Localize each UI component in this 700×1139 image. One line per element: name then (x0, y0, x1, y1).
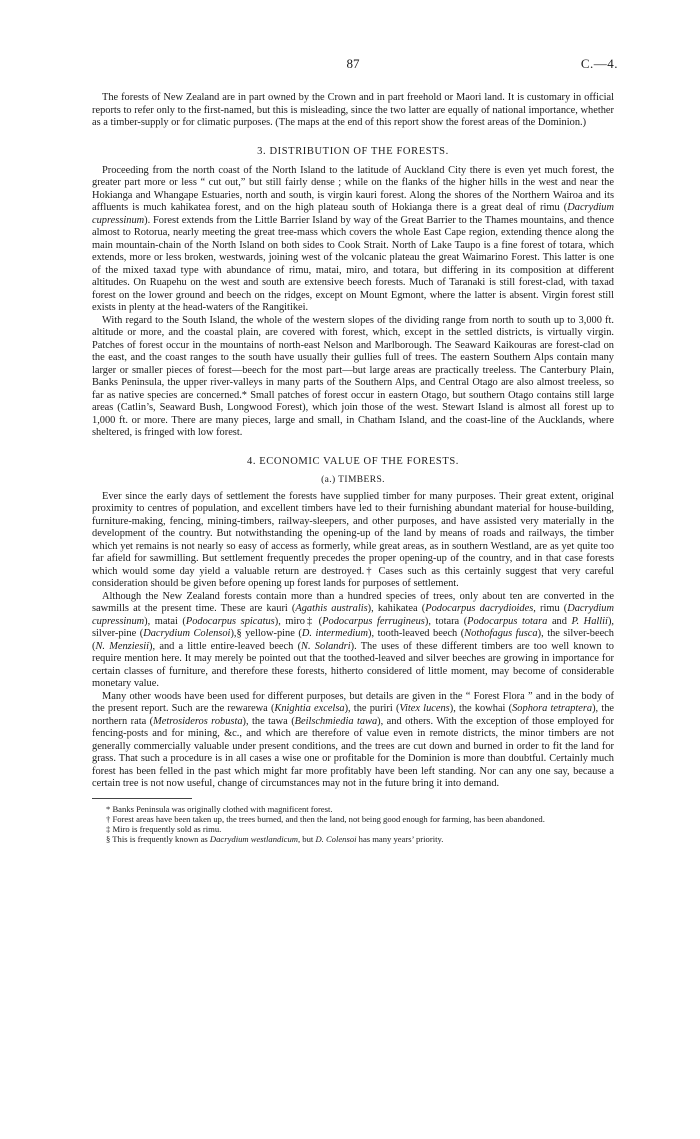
text-run: and (547, 615, 572, 627)
text-run: ). Forest extends from the Little Barrier Island by way of the Great Barrier to the Thames mountains, and thence almost to Rotorua, nearly meeting the great tree-mass which covers the whole East Cape region, extending thence along the main mountain-chain of the North Island on both sides to Cook Strait. North of Lake Taupo is a fine forest of totara, which extends, more or less broken, westwards, joining west of the volcanic plateau the great Waimarino Forest. This latter is one of the mixed taxad type with abundance of rimu, matai, miro, and totara, but differing in its composition at different altitudes. On Ruapehu on the west and south are extensive beech forests. Much of Taranaki is still forest-clad, with taxad forest on the lower ground and beech on the ridges, except on Mount Egmont, where the latter is absent. Virgin forest still exists in plenty at the head-waters of the Rangitikei. (92, 214, 614, 313)
page-number: 87 (346, 56, 360, 71)
section-heading-distribution: 3. DISTRIBUTION OF THE FORESTS. (257, 145, 449, 157)
footnote-divider (92, 798, 192, 799)
species-name: Dacrydium cupressinum (92, 202, 614, 226)
species-name: Vitex lucens (399, 703, 450, 714)
species-name: Podocarpus spicatus (185, 615, 275, 627)
subsection-heading-timbers: (a.) TIMBERS. (321, 474, 385, 485)
distribution-paragraph-south-island: With regard to the South Island, the whole of the western slopes of the dividing range from north to south up to 3,000 ft. altitude or more, and the coastal plain, are covered with forest, which, except in the settled districts, is virtually virgin. Patches of forest occur in the mountains of north-east Nelson and Marlborough. The Seaward Kaikouras are forest-clad on the east, and the coast ranges to the south have usually their gullies full of trees. The eastern Southern Alps contain many larger or smaller pieces of forest—beech for the most part—but large areas are practically treeless. The Canterbury Plain, Banks Peninsula, the upper river-valleys in many parts of the Southern Alps, and Central Otago are also almost treeless, so far as native species are concerned.* Small patches of forest occur in eastern Otago, but southern Otago contains still large areas (Catlin’s, Seaward Bush, Longwood Forest), which join those of the west. Stewart Island is almost all forest up to 1,000 ft. or more. There are many pieces, large and small, in Chatham Island, and the coast-line of the Aucklands, where sheltered, is fringed with low forest. (92, 314, 614, 438)
species-name: N. Solandri (301, 640, 351, 652)
footnote-asterisk: * Banks Peninsula was originally clothed with magnificent forest. (106, 803, 333, 814)
text-run: ),§ yellow-pine ( (230, 628, 302, 639)
footnote-dagger: † Forest areas have been taken up, the trees burned, and then the land, not being good enough for farming, has been abandoned. (106, 813, 545, 824)
species-name: Sophora tetraptera (512, 703, 593, 714)
timbers-paragraph-3 (92, 691, 614, 791)
document-page (92, 56, 618, 845)
species-name: Podocarpus totara (467, 615, 548, 627)
text-run: ), and a little entire-leaved beech ( (149, 640, 302, 652)
text-run: , but (298, 834, 316, 845)
text-run: Proceeding from the north coast of the North Island to the latitude of Auckland City there is even yet much forest, the greater part more or less “ cut out,” but still fairly dense ; while on the flanks of the higher hills in the west and near the Hokianga and Whangape Estuaries, north and south, is virgin kauri forest. Along the shores of the Northern Wairoa and its affluents is much kahikatea forest, and on the high plateau south of Hokianga there is a great deal of rimu ( (92, 164, 614, 213)
species-name: Nothofagus fusca (464, 628, 538, 639)
species-name: Beilschmiedia tawa (294, 715, 378, 727)
species-name: P. Hallii (571, 615, 608, 627)
text-run: ), miro‡ ( (274, 615, 323, 627)
text-run: ), kahikatea ( (367, 603, 426, 614)
species-name: D. Colensoi (315, 834, 357, 845)
text-run: ), the tawa ( (242, 715, 295, 727)
species-name: Dacrydium westlandicum (209, 834, 298, 845)
text-run: Many other woods have been used for different purposes, but details are given in the “ Forest Flora ” and in the body of the present report. Such are the rewarewa ( (92, 690, 614, 714)
timbers-paragraph-2 (92, 591, 614, 691)
species-name: Agathis australis (295, 603, 368, 614)
document-reference: C.—4. (580, 56, 618, 71)
species-name: Podocarpus dacrydioides (425, 603, 534, 614)
species-name: Dacrydium Colensoi (143, 628, 231, 639)
species-name: Podocarpus ferrugineus (322, 615, 425, 627)
text-run: ), totara ( (424, 615, 468, 627)
text-run: ), and others. With the exception of those employed for fencing-posts and for mining, &c., and which are therefore of value even in remote districts, the minor timbers are not generally commercially valuable under present conditions, and the trees are cut down and burned in order to fit the land for grass. That such a procedure is in all cases a wise one or profitable for the Dominion is more than doubtful. Certainly much forest has been felled in the past which might far more profitably have been left standing. Nor can any one say, because a certain tree is not now useful, change of circumstances may not in the future bring it into demand. (92, 715, 615, 789)
text-run: ), the silver-beech ( (92, 628, 614, 652)
text-run: ), the kowhai ( (449, 703, 513, 714)
text-run: Although the New Zealand forests contain more than a hundred species of trees, only about ten are converted in the sawmills at the present time. These are kauri ( (92, 590, 614, 614)
text-run: ), silver-pine ( (92, 615, 614, 639)
text-run: , rimu ( (533, 603, 568, 614)
footnote-double-dagger: ‡ Miro is frequently sold as rimu. (106, 823, 222, 834)
text-run: ). The uses of these different timbers are too well known to require mention here. It may merely be pointed out that the toothed-leaved and silver beeches are growing in importance for certain classes of furniture, and therefore these forests, hitherto considered of little moment, may become of considerable monetary value. (92, 640, 615, 689)
running-head (92, 56, 618, 78)
distribution-paragraph-north-island (92, 165, 614, 315)
footnote-section-sign (92, 834, 614, 844)
species-name: D. intermedium (301, 628, 368, 639)
text-run: ), tooth-leaved beech ( (367, 628, 465, 639)
timbers-paragraph-1: Ever since the early days of settlement the forests have supplied timber for many purposes. Their great extent, original proximity to centres of population, and excellent timbers have led to their furnishing abundant material for house-building, furniture-making, fencing, mining-timbers, railway-sleepers, and other purposes, and have assisted very materially in the development of the country. But notwithstanding the opening-up of the land by means of roads and railways, the timber which yet remains is not nearly so easy of access as formerly, while great areas, as in southern Westland, are as yet quite too far afield for sawmilling. But settlement frequently precedes the proper opening-up of the country, and in that case forests which would some day yield a valuable return are destroyed.† Cases such as this certainly suggest that very careful consideration should be given before opening up forest lands for purposes of settlement. (92, 490, 614, 589)
species-name: Knightia excelsa (274, 703, 345, 714)
text-run: has many years’ priority. (356, 834, 444, 845)
species-name: N. Menziesii (95, 640, 150, 652)
species-name: Dacrydium cupressinum (92, 603, 614, 627)
intro-paragraph: The forests of New Zealand are in part owned by the Crown and in part freehold or Maori land. It is customary in official reports to refer only to the first-named, but this is misleading, since the two latter are equally of national importance, whether as a timber-supply or for climatic purposes. (The maps at the end of this report show the forest areas of the Dominion.) (92, 92, 614, 128)
text-run: ), matai ( (144, 615, 186, 627)
text-run: ), the northern rata ( (92, 703, 615, 727)
species-name: Metrosideros robusta (153, 715, 243, 727)
section-heading-economic-value: 4. ECONOMIC VALUE OF THE FORESTS. (246, 455, 460, 467)
text-run: ), the puriri ( (344, 703, 400, 714)
text-run: § This is frequently known as (106, 834, 210, 845)
